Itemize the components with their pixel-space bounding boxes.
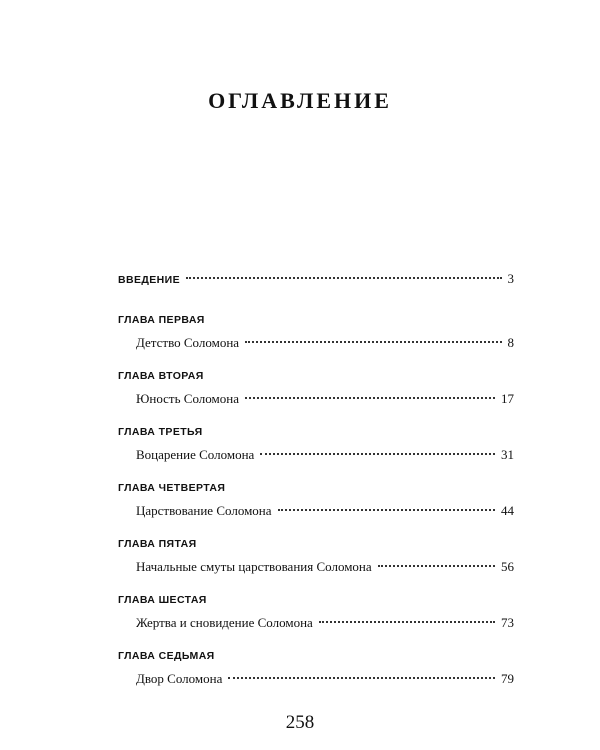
dot-leader [260, 453, 495, 455]
chapter-title: Начальные смуты царствования Соломона [136, 559, 372, 574]
chapter-title: Юность Соломона [136, 391, 239, 406]
chapter-heading: ГЛАВА ВТОРАЯ [118, 370, 204, 382]
dot-leader [245, 341, 501, 343]
dot-leader [245, 397, 495, 399]
chapter-heading: ГЛАВА ТРЕТЬЯ [118, 426, 203, 438]
toc-intro [118, 266, 514, 292]
chapter-title: Царствование Соломона [136, 503, 272, 518]
chapter-page-number: 31 [501, 447, 514, 462]
dot-leader [319, 621, 495, 623]
toc-chapter-1 [118, 310, 514, 356]
toc-chapter-2 [118, 366, 514, 412]
chapter-page-number: 73 [501, 615, 514, 630]
table-of-contents [118, 266, 514, 692]
chapter-heading: ГЛАВА ПЕРВАЯ [118, 314, 205, 326]
chapter-page-number: 44 [501, 503, 514, 518]
chapter-heading: ГЛАВА СЕДЬМАЯ [118, 650, 215, 662]
toc-chapter-3 [118, 422, 514, 468]
chapter-page-number: 56 [501, 559, 514, 574]
page-title: ОГЛАВЛЕНИЕ [208, 88, 392, 113]
dot-leader [278, 509, 495, 511]
chapter-title: Воцарение Соломона [136, 447, 255, 462]
intro-page-number: 3 [507, 271, 514, 286]
dot-leader [378, 565, 495, 567]
dot-leader [186, 277, 502, 279]
chapter-title: Двор Соломона [136, 671, 223, 686]
intro-label: ВВЕДЕНИЕ [118, 274, 180, 286]
chapter-title: Жертва и сновидение Соломона [136, 615, 313, 630]
page-number: 258 [285, 712, 315, 733]
chapter-page-number: 8 [507, 335, 514, 350]
chapter-page-number: 79 [501, 671, 514, 686]
toc-chapter-7 [118, 646, 514, 692]
toc-chapter-5 [118, 534, 514, 580]
chapter-page-number: 17 [501, 391, 514, 406]
chapter-heading: ГЛАВА ШЕСТАЯ [118, 594, 207, 606]
chapter-heading: ГЛАВА ЧЕТВЕРТАЯ [118, 482, 226, 494]
chapter-heading: ГЛАВА ПЯТАЯ [118, 538, 197, 550]
chapter-title: Детство Соломона [136, 335, 240, 350]
toc-chapter-6 [118, 590, 514, 636]
dot-leader [228, 677, 495, 679]
toc-chapter-4 [118, 478, 514, 524]
